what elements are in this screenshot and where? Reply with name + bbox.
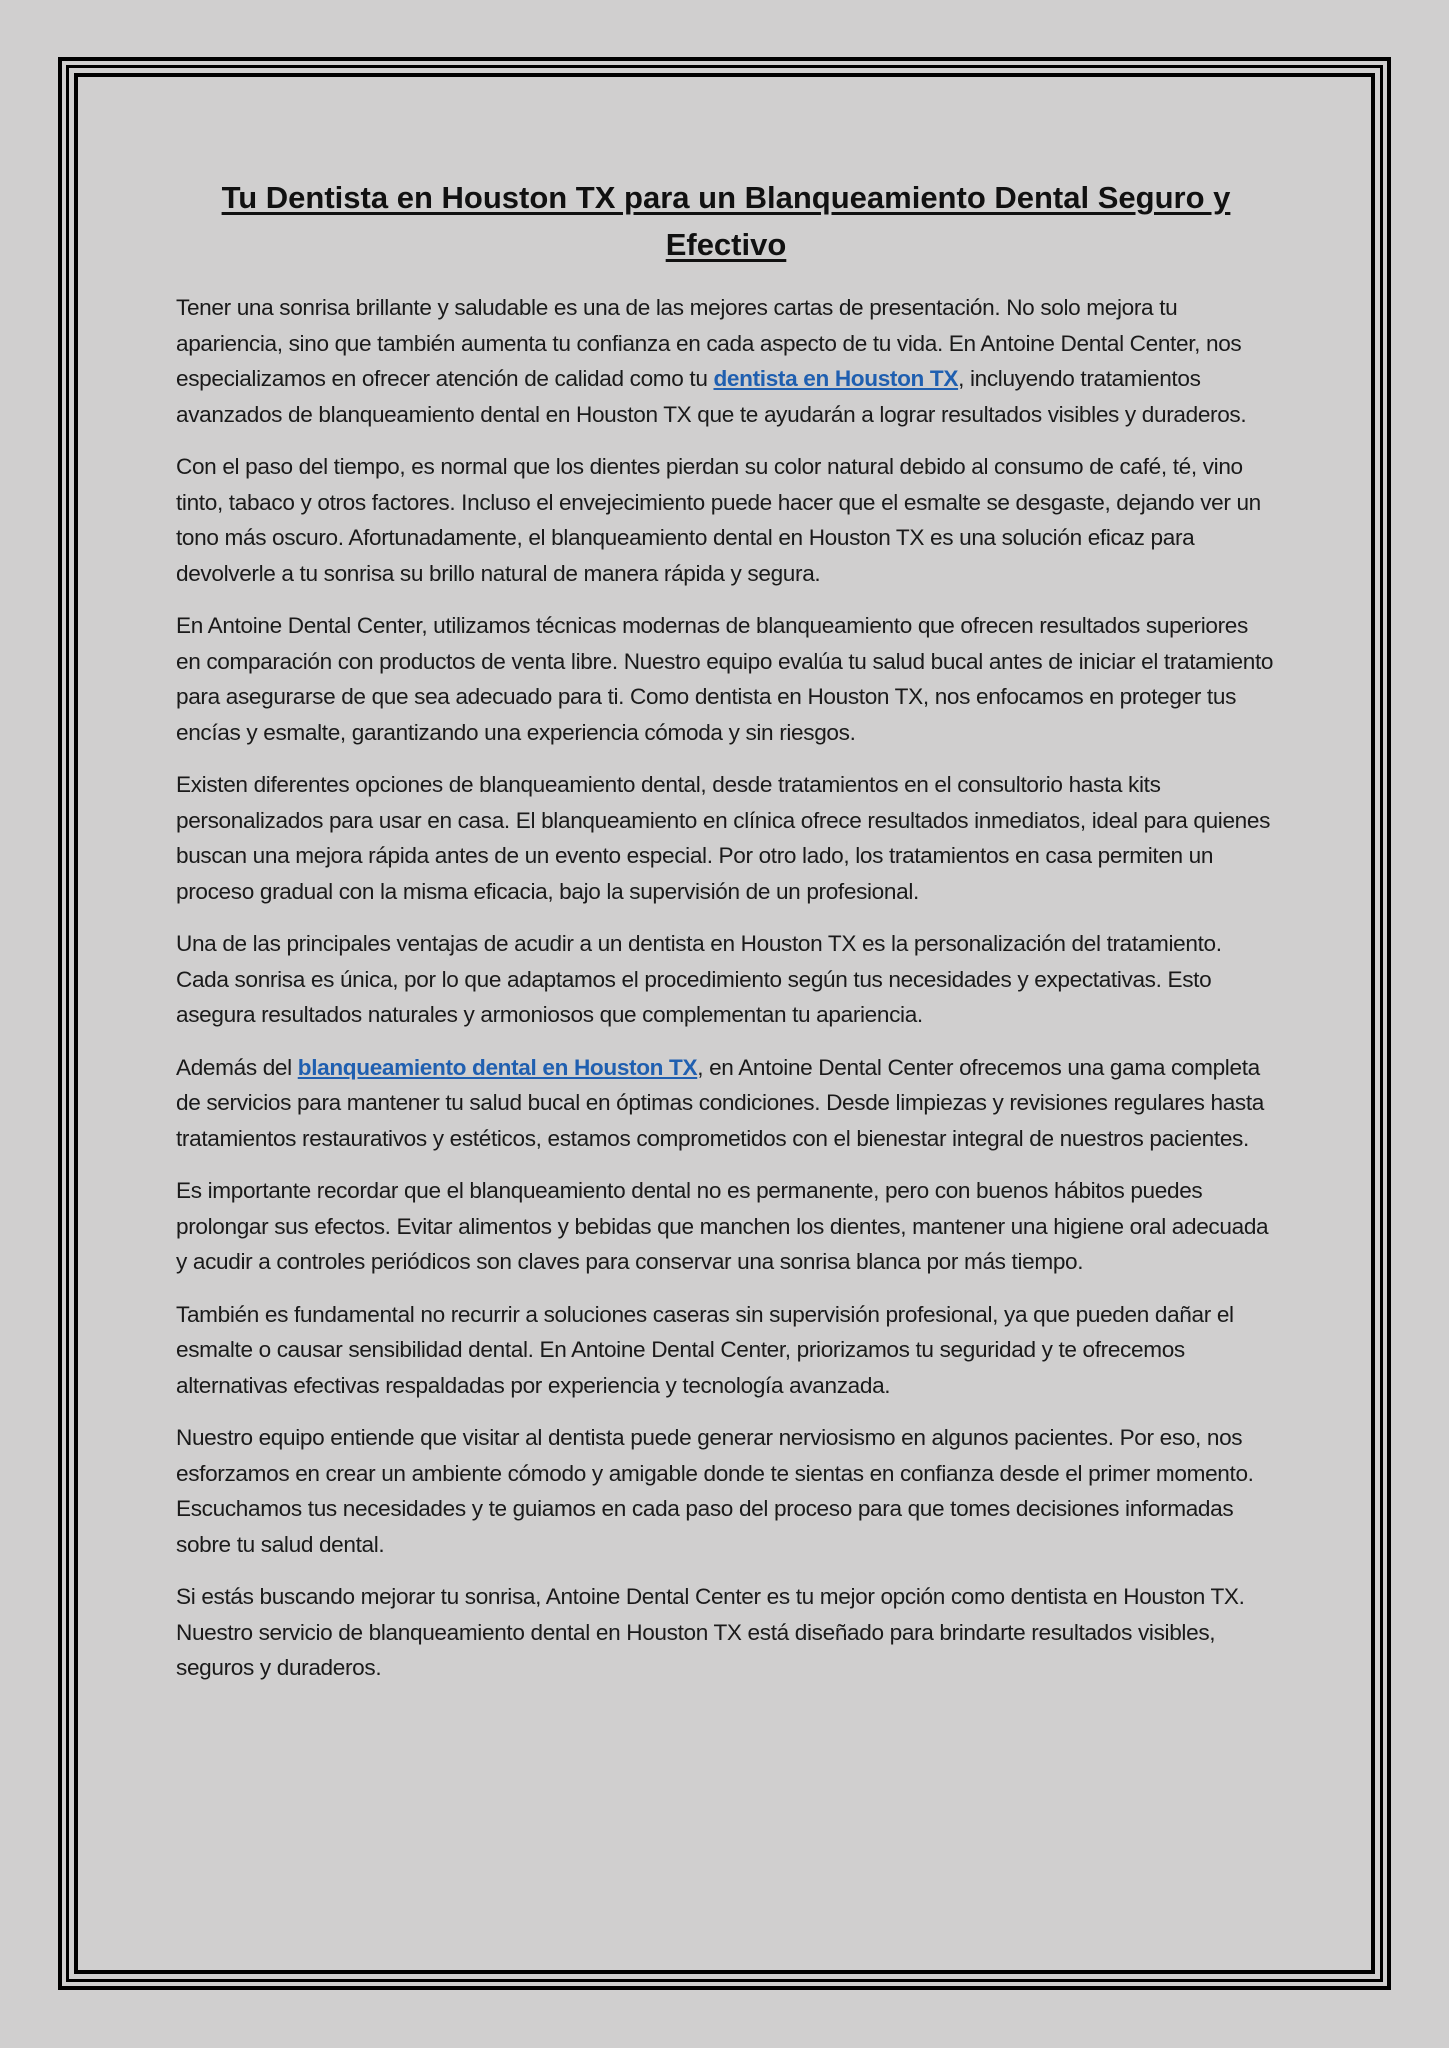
paragraph-conclusion: Si estás buscando mejorar tu sonrisa, Antoine Dental Center es tu mejor opción como dentista en Houston TX. Nuestro servicio de blanqueamiento dental en Houston TX está diseñado para brindarte resultados visibles, seguros y duraderos. — [176, 1584, 1245, 1680]
paragraph-modern-techniques: En Antoine Dental Center, utilizamos técnicas modernas de blanqueamiento que ofrecen resultados superiores en comparación con productos de venta libre. Nuestro equipo evalúa tu salud bucal antes de iniciar el tratamiento para asegurarse de que sea adecuado para ti. Como dentista en Houston TX, nos enfocamos en proteger tus encías y esmalte, garantizando una experiencia cómoda y sin riesgos. — [176, 613, 1274, 745]
paragraph-text: , en Antoine Dental Center ofrecemos una gama completa de servicios para mantener tu salud bucal en óptimas condiciones. Desde limpiezas y revisiones regulares hasta tratamientos restaurativos y estéticos, estamos comprometidos con el bienestar integral de nuestros pacientes. — [176, 1054, 1265, 1151]
link-dentista-houston[interactable]: dentista en Houston TX — [713, 366, 959, 391]
paragraph-text: , incluyendo tratamientos avanzados de blanqueamiento dental en Houston TX que te ayudarán a lograr resultados visibles y duraderos. — [176, 366, 1247, 427]
paragraph-services — [176, 1050, 1276, 1157]
paragraph-color-loss: Con el paso del tiempo, es normal que los dientes pierdan su color natural debido al consumo de café, té, vino tinto, tabaco y otros factores. Incluso el envejecimiento puede hacer que el esmalte se desgaste, dejando ver un tono más oscuro. Afortunadamente, el blanqueamiento dental en Houston TX es una solución eficaz para devolverle a tu sonrisa su brillo natural de manera rápida y segura. — [176, 454, 1261, 586]
paragraph-text: Tener una sonrisa brillante y saludable es una de las mejores cartas de presentación. No solo mejora tu apariencia, sino que también aumenta tu confianza en cada aspecto de tu vida. En Antoine Dental Center, nos especializamos en ofrecer atención de calidad como tu — [176, 295, 1242, 391]
paragraph-intro — [176, 290, 1276, 432]
document-title: Tu Dentista en Houston TX para un Blanqueamiento Dental Seguro y Efectivo — [221, 180, 1231, 262]
paragraph-home-remedies: También es fundamental no recurrir a soluciones caseras sin supervisión profesional, ya que pueden dañar el esmalte o causar sensibilidad dental. En Antoine Dental Center, priorizamos tu seguridad y te ofrecemos alternativas efectivas respaldadas por experiencia y tecnología avanzada. — [176, 1301, 1234, 1398]
link-blanqueamiento-houston[interactable]: blanqueamiento dental en Houston TX — [297, 1054, 698, 1080]
document-body — [176, 174, 1276, 1703]
paragraph-text: Además del — [176, 1054, 298, 1080]
paragraph-options: Existen diferentes opciones de blanqueamiento dental, desde tratamientos en el consultorio hasta kits personalizados para usar en casa. El blanqueamiento en clínica ofrece resultados inmediatos, ideal para quienes buscan una mejora rápida antes de un evento especial. Por otro lado, los tratamientos en casa permiten un proceso gradual con la misma eficacia, bajo la supervisión de un profesional. — [176, 772, 1271, 904]
paragraph-comfort: Nuestro equipo entiende que visitar al dentista puede generar nerviosismo en algunos pacientes. Por eso, nos esforzamos en crear un ambiente cómodo y amigable donde te sientas en confianza desde el primer momento. Escuchamos tus necesidades y te guiamos en cada paso del proceso para que tomes decisiones informadas sobre tu salud dental. — [176, 1425, 1254, 1557]
paragraph-habits: Es importante recordar que el blanqueamiento dental no es permanente, pero con buenos hábitos puedes prolongar sus efectos. Evitar alimentos y bebidas que manchen los dientes, mantener una higiene oral adecuada y acudir a controles periódicos son claves para conservar una sonrisa blanca por más tiempo. — [176, 1178, 1269, 1274]
paragraph-personalization: Una de las principales ventajas de acudir a un dentista en Houston TX es la personalización del tratamiento. Cada sonrisa es única, por lo que adaptamos el procedimiento según tus necesidades y expectativas. Esto asegura resultados naturales y armoniosos que complementan tu apariencia. — [176, 931, 1222, 1027]
